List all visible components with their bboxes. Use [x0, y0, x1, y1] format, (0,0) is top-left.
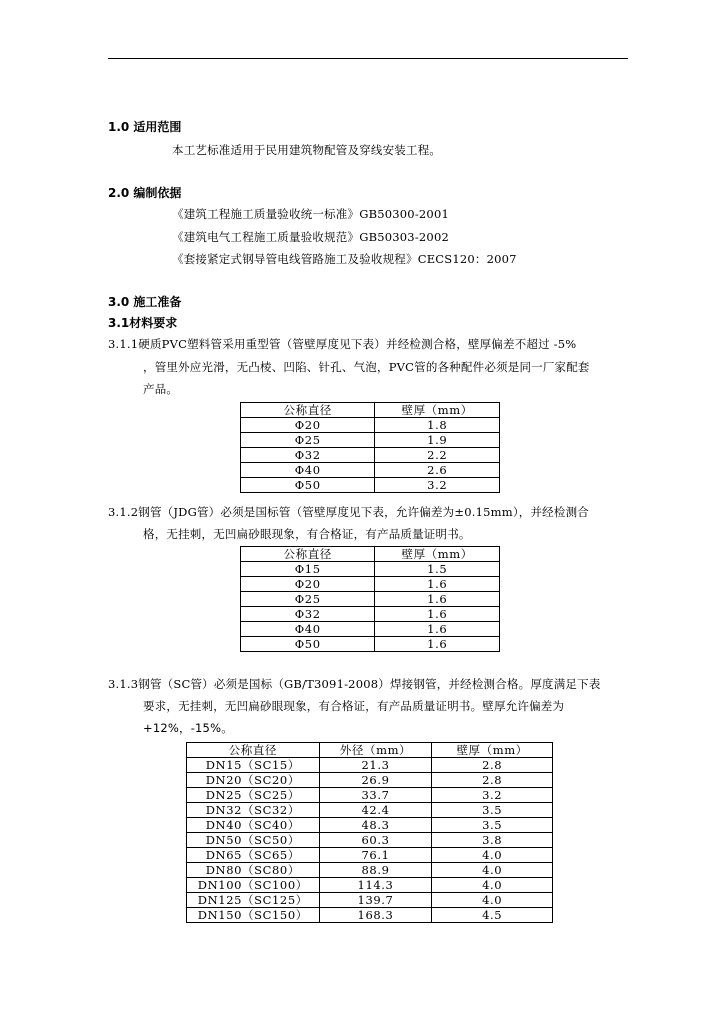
section-1-heading: 1.0 适用范围	[108, 120, 182, 134]
section-3-heading: 3.0 施工准备	[108, 295, 182, 309]
cell-thickness: 2.8	[432, 758, 553, 773]
cell-diameter: Φ50	[241, 637, 375, 652]
cell-thickness: 1.5	[375, 562, 500, 577]
cell-diameter: Φ40	[241, 463, 375, 478]
table-row	[187, 758, 553, 773]
table-row	[241, 418, 500, 433]
cell-diameter: Φ32	[241, 448, 375, 463]
cell-diameter: DN80（SC80）	[187, 863, 320, 878]
header-rule	[108, 58, 628, 59]
table-row	[241, 478, 500, 493]
table-row	[187, 863, 553, 878]
cell-diameter: DN65（SC65）	[187, 848, 320, 863]
cell-diameter: Φ15	[241, 562, 375, 577]
table-row	[187, 833, 553, 848]
cell-diameter: DN25（SC25）	[187, 788, 320, 803]
cell-thickness: 1.9	[375, 433, 500, 448]
cell-thickness: 1.6	[375, 607, 500, 622]
section-1-text: 本工艺标准适用于民用建筑物配管及穿线安装工程。	[172, 143, 442, 157]
cell-diameter: Φ50	[241, 478, 375, 493]
reference-item: 《建筑电气工程施工质量验收规范》GB50303-2002	[172, 230, 449, 244]
header-cell: 公称直径	[241, 547, 375, 562]
cell-diameter: DN50（SC50）	[187, 833, 320, 848]
cell-thickness: 3.5	[432, 818, 553, 833]
table-row	[187, 848, 553, 863]
header-cell: 公称直径	[241, 403, 375, 418]
cell-outer-diameter: 88.9	[319, 863, 432, 878]
cell-diameter: Φ25	[241, 592, 375, 607]
cell-thickness: 1.6	[375, 637, 500, 652]
cell-thickness: 2.6	[375, 463, 500, 478]
cell-thickness: 3.2	[432, 788, 553, 803]
table-row	[187, 878, 553, 893]
cell-thickness: 4.5	[432, 908, 553, 923]
table-row	[187, 818, 553, 833]
cell-outer-diameter: 139.7	[319, 893, 432, 908]
cell-thickness: 1.6	[375, 622, 500, 637]
cell-thickness: 2.2	[375, 448, 500, 463]
cell-thickness: 3.5	[432, 803, 553, 818]
header-cell: 壁厚（mm）	[375, 547, 500, 562]
table-row	[187, 773, 553, 788]
table-header-row	[241, 547, 500, 562]
table-row	[187, 908, 553, 923]
cell-outer-diameter: 21.3	[319, 758, 432, 773]
cell-diameter: DN15（SC15）	[187, 758, 320, 773]
cell-thickness: 1.6	[375, 592, 500, 607]
table-sc-pipe-dimensions	[186, 742, 553, 923]
cell-outer-diameter: 42.4	[319, 803, 432, 818]
table-row	[241, 562, 500, 577]
cell-thickness: 4.0	[432, 893, 553, 908]
cell-thickness: 4.0	[432, 878, 553, 893]
cell-thickness: 2.8	[432, 773, 553, 788]
cell-diameter: DN100（SC100）	[187, 878, 320, 893]
para-3-1-3-line: +12%，-15%。	[143, 721, 233, 735]
para-3-1-1-line: 产品。	[143, 382, 179, 396]
cell-diameter: Φ25	[241, 433, 375, 448]
cell-thickness: 4.0	[432, 863, 553, 878]
para-3-1-1-line: 3.1.1硬质PVC塑料管采用重型管（管壁厚度见下表）并经检测合格，壁厚偏差不超过 -5%	[108, 337, 577, 351]
table-row	[241, 607, 500, 622]
cell-outer-diameter: 168.3	[319, 908, 432, 923]
cell-outer-diameter: 26.9	[319, 773, 432, 788]
table-row	[241, 637, 500, 652]
table-pvc-wall-thickness	[240, 402, 500, 493]
cell-outer-diameter: 76.1	[319, 848, 432, 863]
table-row	[187, 893, 553, 908]
section-3-1-heading: 3.1材料要求	[108, 316, 178, 330]
cell-thickness: 4.0	[432, 848, 553, 863]
header-cell: 外径（mm）	[319, 743, 432, 758]
reference-item: 《套接紧定式钢导管电线管路施工及验收规程》CECS120：2007	[172, 252, 517, 266]
cell-outer-diameter: 33.7	[319, 788, 432, 803]
para-3-1-2-line: 格，无挂刺，无凹扁砂眼现象，有合格证，有产品质量证明书。	[143, 527, 471, 541]
table-row	[187, 803, 553, 818]
table-row	[187, 788, 553, 803]
section-2-heading: 2.0 编制依据	[108, 186, 182, 200]
cell-diameter: Φ32	[241, 607, 375, 622]
cell-diameter: Φ20	[241, 418, 375, 433]
table-header-row	[187, 743, 553, 758]
table-header-row	[241, 403, 500, 418]
table-row	[241, 448, 500, 463]
para-3-1-3-line: 要求，无挂刺，无凹扁砂眼现象，有合格证，有产品质量证明书。壁厚允许偏差为	[143, 699, 565, 713]
cell-thickness: 3.2	[375, 478, 500, 493]
cell-diameter: DN125（SC125）	[187, 893, 320, 908]
para-3-1-3-line: 3.1.3钢管（SC管）必须是国标（GB/T3091-2008）焊接钢管，并经检测合格。厚度满足下表	[108, 677, 601, 691]
cell-diameter: DN20（SC20）	[187, 773, 320, 788]
table-row	[241, 433, 500, 448]
cell-outer-diameter: 114.3	[319, 878, 432, 893]
cell-thickness: 1.8	[375, 418, 500, 433]
cell-diameter: DN150（SC150）	[187, 908, 320, 923]
table-row	[241, 592, 500, 607]
reference-item: 《建筑工程施工质量验收统一标准》GB50300-2001	[172, 207, 449, 221]
header-cell: 公称直径	[187, 743, 320, 758]
cell-diameter: DN40（SC40）	[187, 818, 320, 833]
para-3-1-1-line: ，管里外应光滑，无凸棱、凹陷、针孔、气泡，PVC管的各种配件必须是同一厂家配套	[143, 360, 590, 374]
cell-diameter: Φ40	[241, 622, 375, 637]
table-jdg-wall-thickness	[240, 546, 500, 652]
para-3-1-2-line: 3.1.2钢管（JDG管）必须是国标管（管壁厚度见下表，允许偏差为±0.15mm），并经检测合	[108, 505, 589, 519]
cell-outer-diameter: 48.3	[319, 818, 432, 833]
cell-thickness: 1.6	[375, 577, 500, 592]
cell-diameter: DN32（SC32）	[187, 803, 320, 818]
cell-outer-diameter: 60.3	[319, 833, 432, 848]
header-cell: 壁厚（mm）	[375, 403, 500, 418]
table-row	[241, 577, 500, 592]
cell-diameter: Φ20	[241, 577, 375, 592]
table-row	[241, 622, 500, 637]
table-row	[241, 463, 500, 478]
header-cell: 壁厚（mm）	[432, 743, 553, 758]
cell-thickness: 3.8	[432, 833, 553, 848]
